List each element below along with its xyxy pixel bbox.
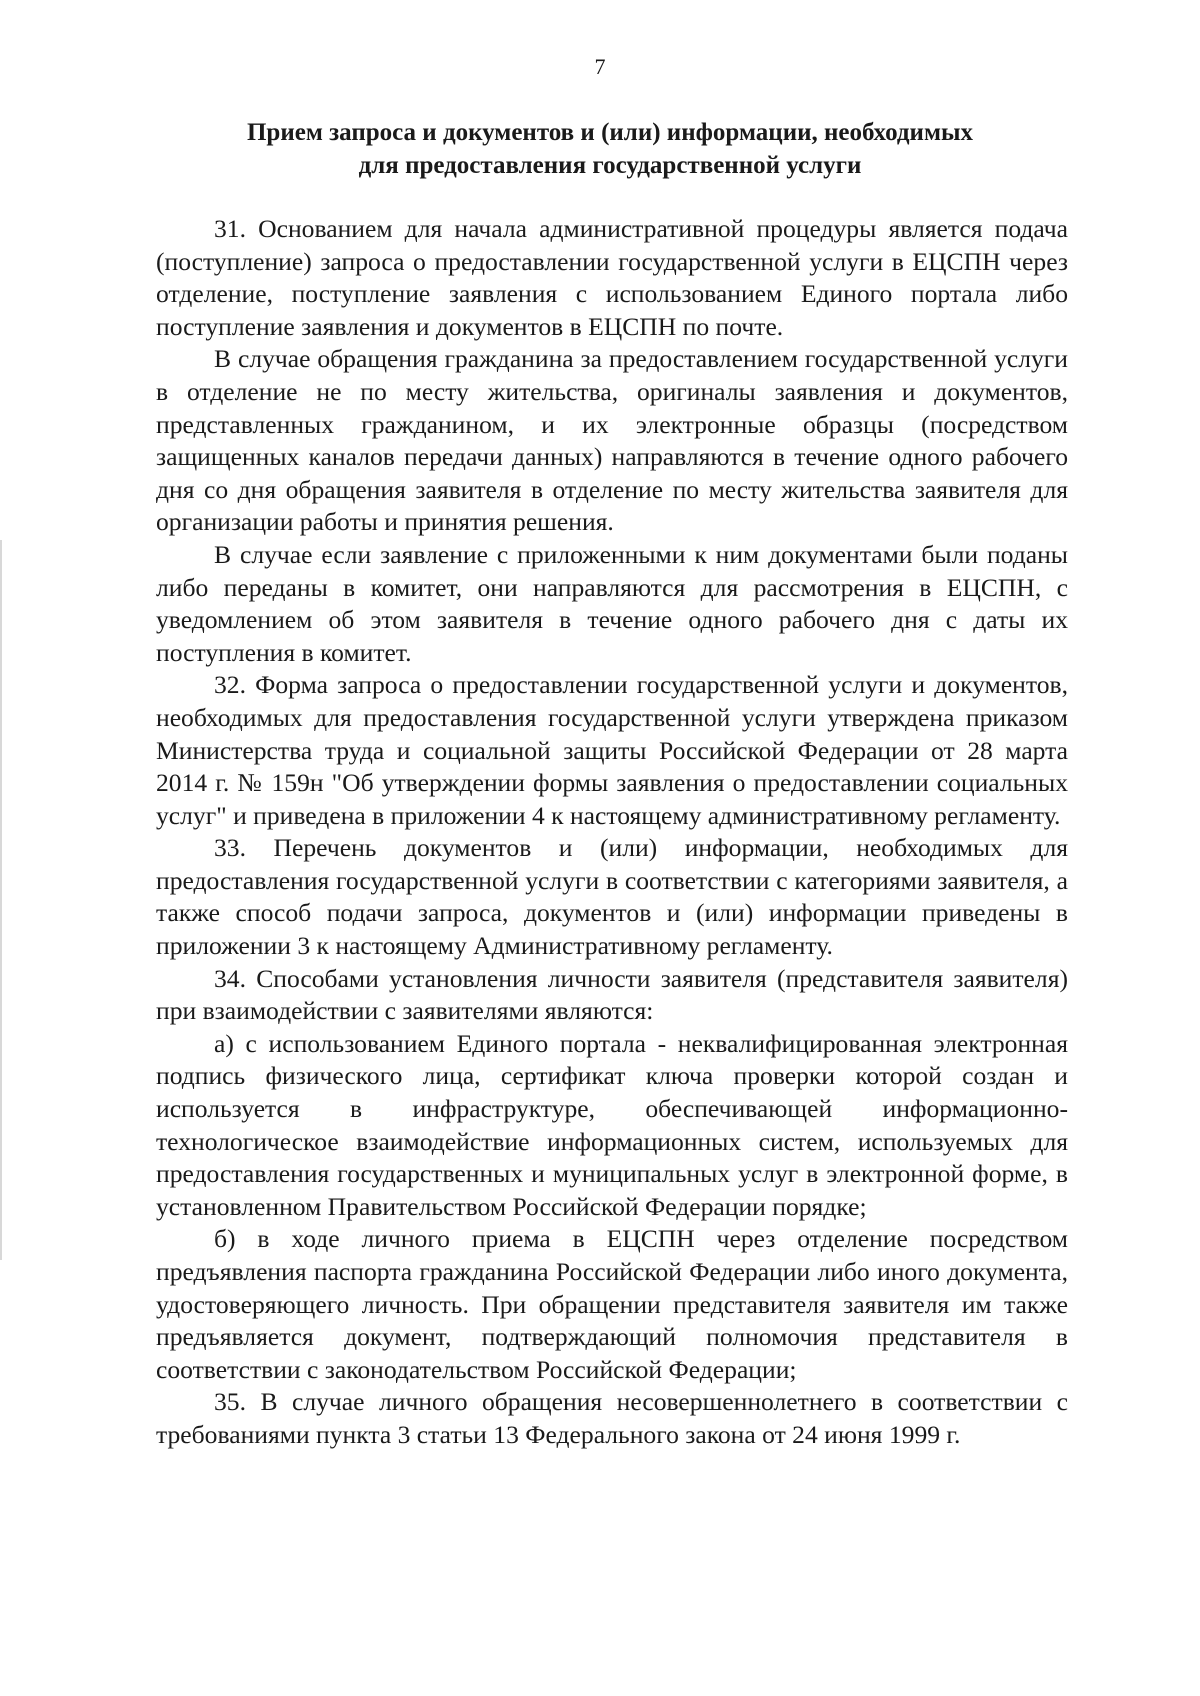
section-heading-line-2: для предоставления государственной услуги (358, 152, 862, 179)
paragraph-34: 34. Способами установления личности заявителя (представителя заявителя) при взаимодействии с заявителями являются: (156, 963, 1068, 1026)
page-number: 7 (594, 54, 606, 79)
scan-edge-line (0, 540, 2, 1260)
paragraph-33: 33. Перечень документов и (или) информации, необходимых для предоставления государственной услуги в соответствии с категориями заявителя, а также способ подачи запроса, документов и (или) информации приведены в приложении 3 к настоящему Административному регламенту. (156, 833, 1068, 961)
paragraph-31: 31. Основанием для начала административной процедуры является подача (поступление) запроса о предоставлении государственной услуги в ЕЦСПН через отделение, поступление заявления с использованием Единого портала либо поступление заявления и документов в ЕЦСПН по почте. (156, 214, 1068, 341)
paragraph-31-cont-1: В случае обращения гражданина за предоставлением государственной услуги в отделение не по месту жительства, оригиналы заявления и документов, представленных гражданином, и их электронные образцы (посредством защищенных каналов передачи данных) направляются в течение одного рабочего дня со дня обращения заявителя в отделение по месту жительства заявителя для организации работы и принятия решения. (156, 344, 1068, 537)
section-heading-line-1: Прием запроса и документов и (или) информации, необходимых (246, 119, 973, 146)
document-body (156, 213, 1068, 1452)
paragraph-35: 35. В случае личного обращения несовершеннолетнего в соответствии с требованиями пункта 3 статьи 13 Федерального закона от 24 июня 1999 г. (156, 1387, 1068, 1449)
paragraph-31-cont-2: В случае если заявление с приложенными к ним документами были поданы либо переданы в комитет, они направляются для рассмотрения в ЕЦСПН, с уведомлением об этом заявителя в течение одного рабочего дня с даты их поступления в комитет. (156, 539, 1068, 667)
paragraph-34-b: б) в ходе личного приема в ЕЦСПН через отделение посредством предъявления паспорта гражданина Российской Федерации либо иного документа, удостоверяющего личность. При обращении представителя заявителя им также предъявляется документ, подтверждающий полномочия представителя в соответствии с законодательством Российской Федерации; (156, 1224, 1068, 1384)
section-heading (150, 116, 1070, 182)
paragraph-34-a: а) с использованием Единого портала - неквалифицированная электронная подпись физического лица, сертификат ключа проверки которой создан и используется в инфраструктуре, обеспечивающей информационно-технологическое взаимодействие информационных систем, используемых для предоставления государственных и муниципальных услуг в электронной форме, в установленном Правительством Российской Федерации порядке; (156, 1028, 1068, 1221)
paragraph-32: 32. Форма запроса о предоставлении государственной услуги и документов, необходимых для предоставления государственной услуги утверждена приказом Министерства труда и социальной защиты Российской Федерации от 28 марта 2014 г. № 159н "Об утверждении формы заявления о предоставлении социальных услуг" и приведена в приложении 4 к настоящему административному регламенту. (156, 670, 1068, 830)
